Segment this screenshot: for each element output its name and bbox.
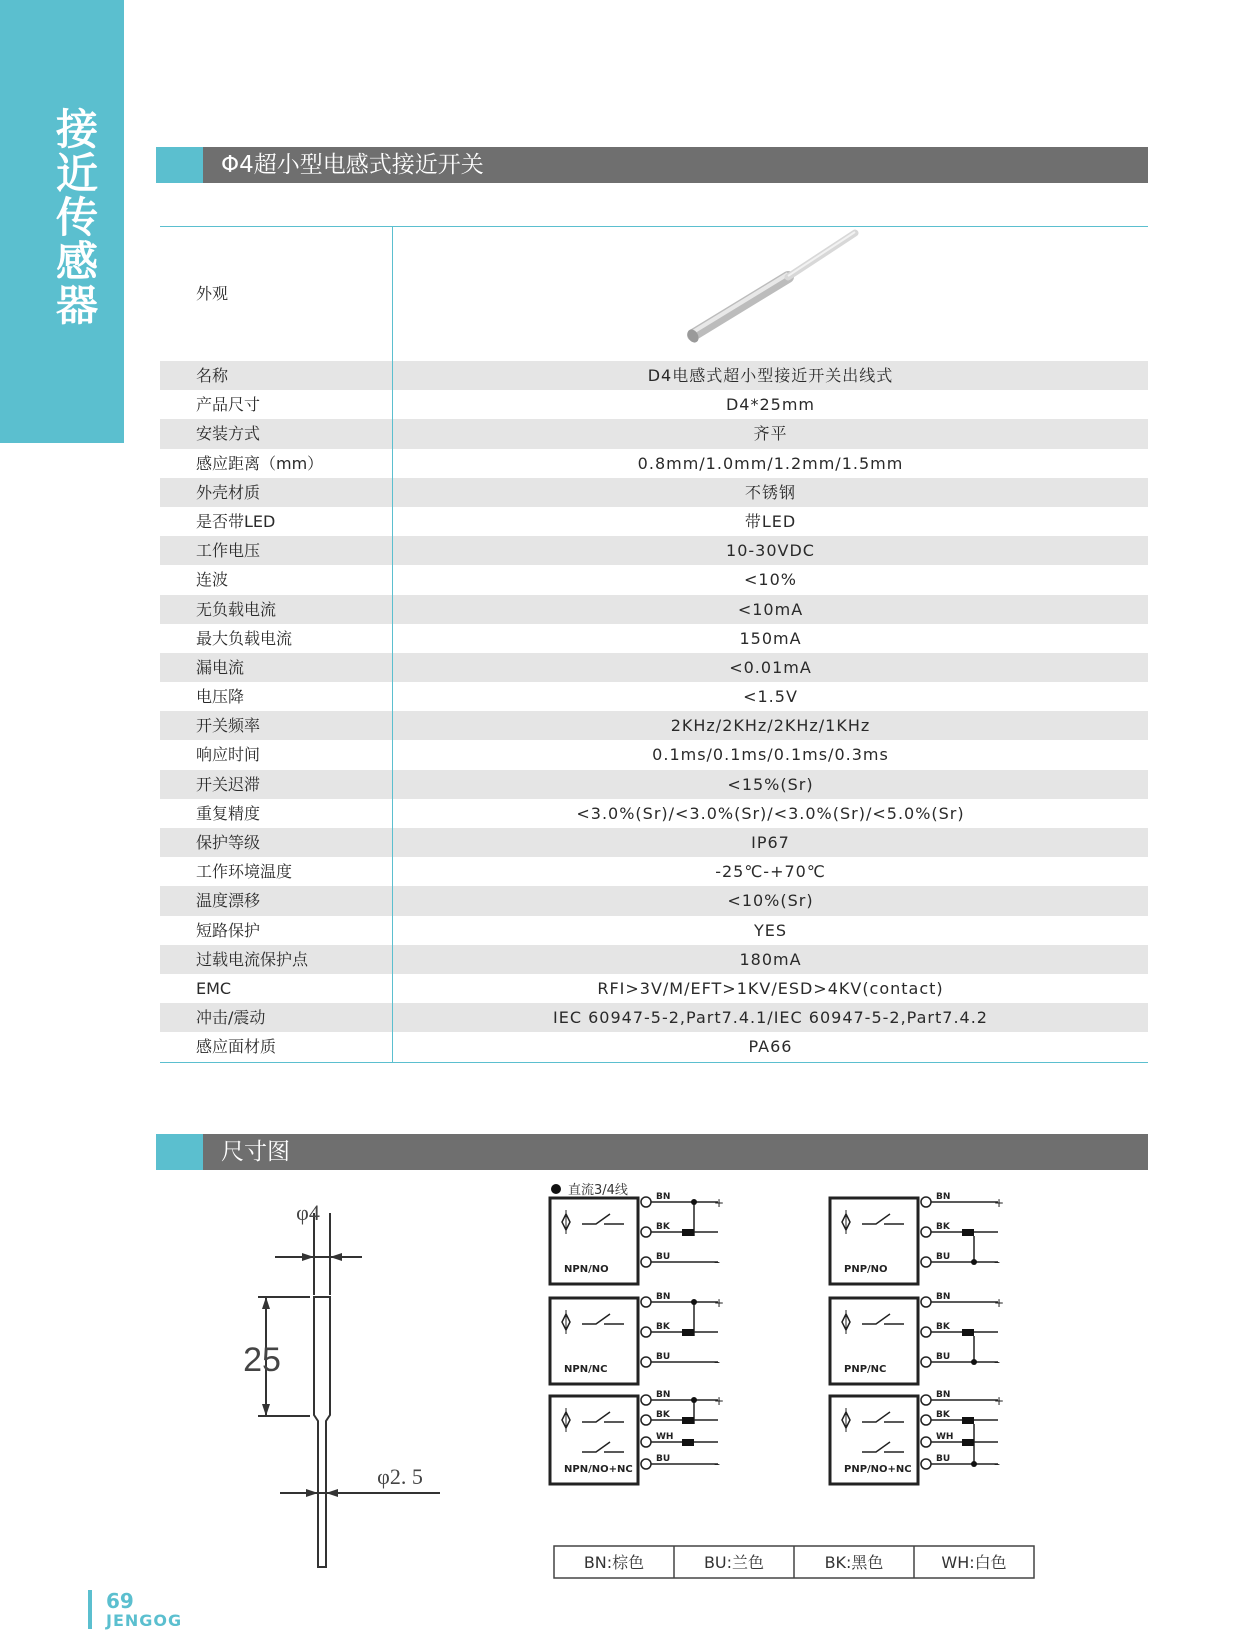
spec-value: <1.5V bbox=[743, 687, 798, 707]
wiring-type-label: NPN/NO bbox=[564, 1264, 609, 1275]
spec-key: EMC bbox=[160, 974, 393, 1003]
wire-label-bk: BK bbox=[936, 1322, 950, 1332]
spec-value: IEC 60947-5-2,Part7.4.1/IEC 60947-5-2,Part7.4.2 bbox=[553, 1008, 988, 1028]
spec-table bbox=[160, 226, 1148, 1063]
wire-label-wh: WH bbox=[656, 1432, 674, 1442]
legend-item: BN:棕色 bbox=[583, 1553, 645, 1572]
dim-diameter-cable: φ2. 5 bbox=[377, 1464, 423, 1489]
spec-row bbox=[160, 1032, 1148, 1061]
spec-key: 过载电流保护点 bbox=[160, 945, 393, 974]
wire-label-bk: BK bbox=[656, 1410, 670, 1420]
spec-row bbox=[160, 799, 1148, 828]
spec-key: 工作环境温度 bbox=[160, 857, 393, 886]
wire-label-bn: BN bbox=[936, 1390, 951, 1400]
wiring-heading-text: 直流3/4线 bbox=[568, 1183, 628, 1198]
wire-label-bk: BK bbox=[936, 1222, 950, 1232]
spec-row bbox=[160, 361, 1148, 390]
spec-value: <0.01mA bbox=[729, 657, 812, 677]
spec-value: 带LED bbox=[744, 511, 797, 531]
dim-diameter-top: φ4 bbox=[296, 1200, 320, 1225]
spec-value: <10mA bbox=[737, 599, 804, 619]
wire-label-wh: WH bbox=[936, 1432, 954, 1442]
spec-key: 冲击/震动 bbox=[160, 1003, 393, 1032]
spec-value: IP67 bbox=[751, 833, 790, 852]
wiring-block bbox=[830, 1390, 1004, 1484]
spec-row bbox=[160, 653, 1148, 682]
wiring-heading bbox=[551, 1182, 628, 1198]
wire-label-bk: BK bbox=[936, 1410, 950, 1420]
svg-text:–: – bbox=[714, 1255, 720, 1269]
spec-value: -25℃-+70℃ bbox=[715, 862, 826, 882]
brand-name: JENGOG bbox=[106, 1611, 183, 1630]
spec-row bbox=[160, 478, 1148, 507]
spec-value: 0.1ms/0.1ms/0.1ms/0.3ms bbox=[652, 745, 889, 765]
wire-label-bn: BN bbox=[656, 1192, 671, 1202]
section-title: 尺寸图 bbox=[221, 1139, 290, 1165]
spec-value: D4电感式超小型接近开关出线式 bbox=[647, 366, 894, 385]
spec-value: <10%(Sr) bbox=[727, 891, 814, 911]
wiring-block bbox=[550, 1390, 724, 1484]
section-accent bbox=[156, 147, 203, 183]
footer-bar bbox=[88, 1590, 92, 1629]
svg-text:+: + bbox=[994, 1296, 1005, 1310]
svg-text:–: – bbox=[994, 1255, 1000, 1269]
spec-value: YES bbox=[753, 920, 788, 940]
wire-label-bu: BU bbox=[936, 1454, 951, 1464]
spec-row bbox=[160, 595, 1148, 624]
spec-value: <3.0%(Sr)/<3.0%(Sr)/<3.0%(Sr)/<5.0%(Sr) bbox=[576, 803, 965, 823]
wire-label-bn: BN bbox=[936, 1192, 951, 1202]
spec-value: 10-30VDC bbox=[726, 541, 815, 561]
wiring-block bbox=[550, 1292, 724, 1384]
svg-text:+: + bbox=[714, 1296, 725, 1310]
spec-row bbox=[160, 886, 1148, 915]
spec-row bbox=[160, 1003, 1148, 1032]
spec-value: PA66 bbox=[748, 1037, 793, 1057]
wiring-type-label: PNP/NO+NC bbox=[844, 1464, 912, 1475]
legend-item: BK:黑色 bbox=[824, 1553, 884, 1572]
wire-label-bn: BN bbox=[656, 1292, 671, 1302]
spec-key: 最大负载电流 bbox=[160, 624, 393, 653]
wiring-type-label: NPN/NO+NC bbox=[564, 1464, 633, 1475]
wiring-type-label: NPN/NC bbox=[564, 1364, 608, 1375]
spec-key: 感应距离（mm） bbox=[160, 449, 393, 478]
dimension-drawing bbox=[230, 1195, 450, 1575]
color-legend bbox=[554, 1546, 1034, 1578]
wire-label-bu: BU bbox=[936, 1352, 951, 1362]
dim-length: 25 bbox=[243, 1341, 281, 1379]
wire-label-bn: BN bbox=[656, 1390, 671, 1400]
spec-value: <10% bbox=[744, 570, 797, 590]
spec-key: 外壳材质 bbox=[160, 478, 393, 507]
spec-key: 电压降 bbox=[160, 682, 393, 711]
section-title: Φ4超小型电感式接近开关 bbox=[221, 152, 484, 178]
spec-row bbox=[160, 828, 1148, 857]
svg-text:+: + bbox=[994, 1394, 1005, 1408]
svg-text:–: – bbox=[714, 1457, 720, 1471]
svg-text:–: – bbox=[714, 1355, 720, 1369]
wiring-type-label: PNP/NO bbox=[844, 1264, 888, 1275]
wire-label-bu: BU bbox=[656, 1352, 671, 1362]
spec-value: 不锈钢 bbox=[744, 482, 796, 502]
svg-text:+: + bbox=[714, 1196, 725, 1210]
spec-key: 短路保护 bbox=[160, 916, 393, 945]
appearance-row bbox=[160, 227, 1148, 361]
wire-label-bk: BK bbox=[656, 1322, 670, 1332]
spec-key: 重复精度 bbox=[160, 799, 393, 828]
spec-key: 开关迟滞 bbox=[160, 770, 393, 799]
spec-row bbox=[160, 449, 1148, 478]
spec-key: 保护等级 bbox=[160, 828, 393, 857]
svg-text:+: + bbox=[714, 1394, 725, 1408]
wire-label-bu: BU bbox=[936, 1252, 951, 1262]
spec-key: 响应时间 bbox=[160, 740, 393, 769]
wiring-type-label: PNP/NC bbox=[844, 1364, 887, 1375]
svg-text:–: – bbox=[994, 1457, 1000, 1471]
spec-key: 产品尺寸 bbox=[160, 390, 393, 419]
spec-value: 150mA bbox=[739, 628, 802, 648]
spec-key: 是否带LED bbox=[160, 507, 393, 536]
section-header-dimensions bbox=[156, 1134, 1148, 1170]
legend-item: BU:兰色 bbox=[703, 1553, 765, 1572]
spec-value: 180mA bbox=[739, 949, 802, 969]
spec-key: 开关频率 bbox=[160, 711, 393, 740]
spec-row bbox=[160, 857, 1148, 886]
spec-key: 安装方式 bbox=[160, 419, 393, 448]
wire-label-bu: BU bbox=[656, 1454, 671, 1464]
wire-label-bn: BN bbox=[936, 1292, 951, 1302]
appearance-label: 外观 bbox=[160, 227, 393, 361]
spec-key: 工作电压 bbox=[160, 536, 393, 565]
page-number: 69 bbox=[106, 1589, 134, 1613]
spec-row bbox=[160, 682, 1148, 711]
spec-row bbox=[160, 624, 1148, 653]
spec-row bbox=[160, 974, 1148, 1003]
spec-row bbox=[160, 711, 1148, 740]
spec-row bbox=[160, 770, 1148, 799]
spec-row bbox=[160, 390, 1148, 419]
side-tab-title: 接近传感器 bbox=[55, 105, 98, 330]
spec-row bbox=[160, 536, 1148, 565]
spec-value: D4*25mm bbox=[725, 395, 816, 415]
section-header-product bbox=[156, 147, 1148, 183]
spec-key: 感应面材质 bbox=[160, 1032, 393, 1061]
spec-value: 0.8mm/1.0mm/1.2mm/1.5mm bbox=[637, 453, 904, 473]
spec-value: RFI>3V/M/EFT>1KV/ESD>4KV(contact) bbox=[597, 978, 944, 998]
spec-key: 连波 bbox=[160, 565, 393, 594]
spec-row bbox=[160, 419, 1148, 448]
spec-row bbox=[160, 565, 1148, 594]
spec-key: 漏电流 bbox=[160, 653, 393, 682]
spec-value: 2KHz/2KHz/2KHz/1KHz bbox=[670, 716, 871, 736]
product-image bbox=[393, 227, 1148, 361]
side-tab bbox=[0, 0, 124, 443]
legend-item: WH:白色 bbox=[941, 1553, 1007, 1572]
spec-value: <15%(Sr) bbox=[727, 774, 814, 794]
wiring-block bbox=[830, 1292, 1004, 1384]
wiring-block bbox=[830, 1192, 1004, 1284]
spec-row bbox=[160, 507, 1148, 536]
wire-label-bk: BK bbox=[656, 1222, 670, 1232]
section-accent bbox=[156, 1134, 203, 1170]
spec-key: 无负载电流 bbox=[160, 595, 393, 624]
wire-label-bu: BU bbox=[656, 1252, 671, 1262]
spec-row bbox=[160, 916, 1148, 945]
spec-row bbox=[160, 945, 1148, 974]
svg-text:+: + bbox=[994, 1196, 1005, 1210]
spec-key: 温度漂移 bbox=[160, 886, 393, 915]
spec-row bbox=[160, 740, 1148, 769]
svg-text:–: – bbox=[994, 1355, 1000, 1369]
spec-key: 名称 bbox=[160, 361, 393, 390]
wiring-diagrams bbox=[548, 1183, 1068, 1588]
wiring-block bbox=[550, 1192, 724, 1284]
spec-value: 齐平 bbox=[753, 424, 788, 444]
